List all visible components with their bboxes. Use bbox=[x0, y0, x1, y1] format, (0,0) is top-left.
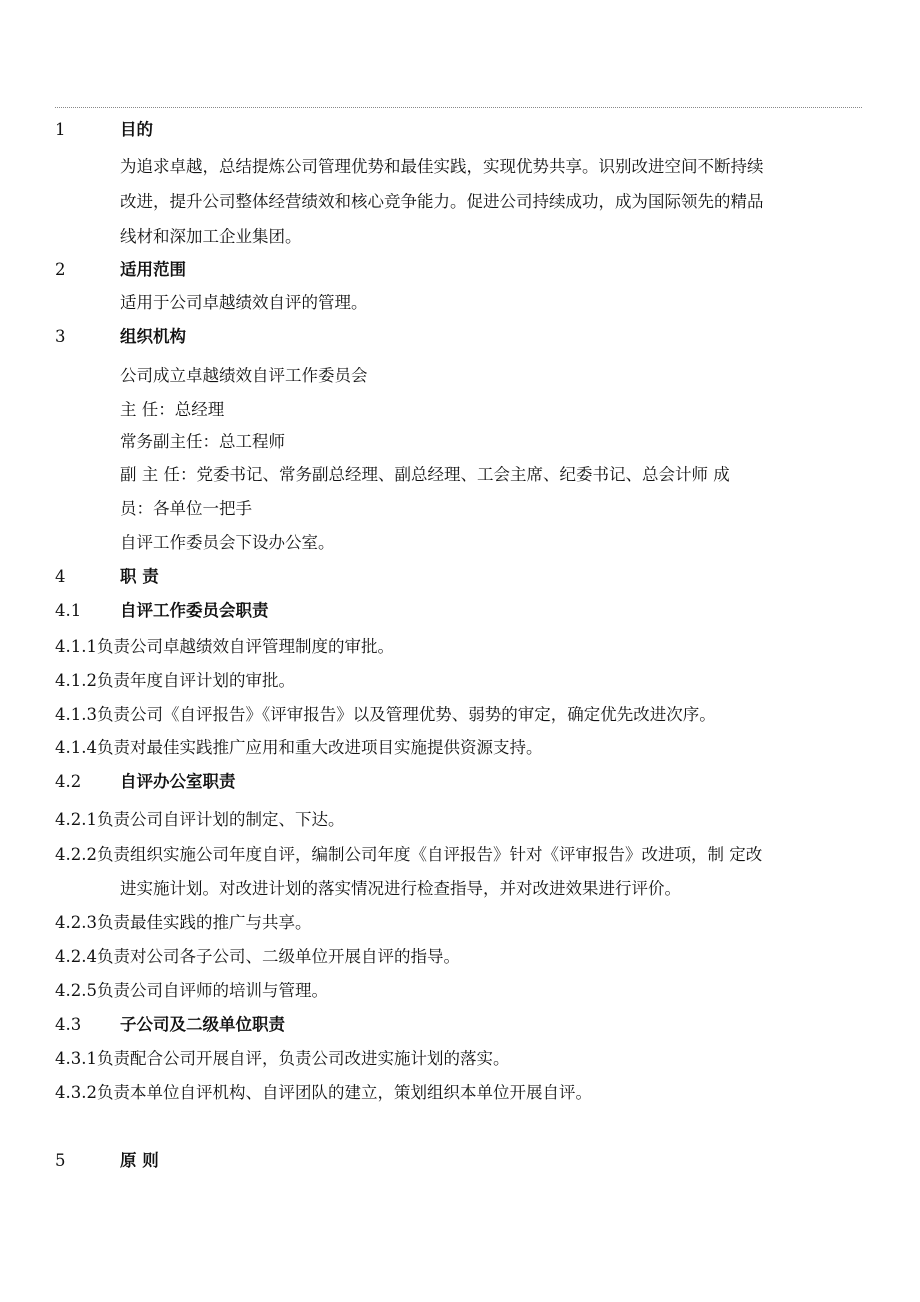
list-item: 4.2.3负责最佳实践的推广与共享。 bbox=[55, 913, 312, 932]
paragraph-line: 常务副主任：总工程师 bbox=[120, 432, 285, 451]
paragraph-line: 主 任：总经理 bbox=[120, 400, 225, 419]
section-title: 组织机构 bbox=[120, 327, 186, 346]
list-item: 4.2.5负责公司自评师的培训与管理。 bbox=[55, 981, 328, 1000]
list-item: 4.2.4负责对公司各子公司、二级单位开展自评的指导。 bbox=[55, 947, 460, 966]
section-number: 5 bbox=[55, 1151, 66, 1170]
subsection-number: 4.2 bbox=[55, 772, 82, 791]
paragraph-line: 为追求卓越，总结提炼公司管理优势和最佳实践，实现优势共享。识别改进空间不断持续 bbox=[120, 157, 764, 176]
section-title: 原 则 bbox=[120, 1151, 159, 1170]
list-item: 4.2.2负责组织实施公司年度自评，编制公司年度《自评报告》针对《评审报告》改进项，制 定改 bbox=[55, 845, 763, 864]
subsection-title: 自评工作委员会职责 bbox=[120, 601, 269, 620]
section-number: 3 bbox=[55, 327, 66, 346]
list-item: 4.3.2负责本单位自评机构、自评团队的建立，策划组织本单位开展自评。 bbox=[55, 1083, 592, 1102]
header-rule bbox=[55, 107, 862, 108]
section-number: 4 bbox=[55, 567, 66, 586]
paragraph-line: 员：各单位一把手 bbox=[120, 499, 252, 518]
list-item: 4.1.3负责公司《自评报告》《评审报告》以及管理优势、弱势的审定，确定优先改进次序。 bbox=[55, 705, 716, 724]
list-item: 4.1.4负责对最佳实践推广应用和重大改进项目实施提供资源支持。 bbox=[55, 738, 543, 757]
list-item: 4.1.1负责公司卓越绩效自评管理制度的审批。 bbox=[55, 637, 394, 656]
subsection-title: 自评办公室职责 bbox=[120, 772, 236, 791]
paragraph-line: 公司成立卓越绩效自评工作委员会 bbox=[120, 366, 368, 385]
section-title: 适用范围 bbox=[120, 260, 186, 279]
subsection-number: 4.1 bbox=[55, 601, 82, 620]
section-number: 1 bbox=[55, 120, 66, 139]
section-title: 职 责 bbox=[120, 567, 159, 586]
list-item: 4.2.1负责公司自评计划的制定、下达。 bbox=[55, 810, 345, 829]
subsection-number: 4.3 bbox=[55, 1015, 82, 1034]
list-item: 4.3.1负责配合公司开展自评，负责公司改进实施计划的落实。 bbox=[55, 1049, 510, 1068]
paragraph-line: 线材和深加工企业集团。 bbox=[120, 227, 302, 246]
paragraph-line: 适用于公司卓越绩效自评的管理。 bbox=[120, 293, 368, 312]
subsection-title: 子公司及二级单位职责 bbox=[120, 1015, 285, 1034]
section-number: 2 bbox=[55, 260, 66, 279]
list-item: 4.1.2负责年度自评计划的审批。 bbox=[55, 671, 295, 690]
list-item-continuation: 进实施计划。对改进计划的落实情况进行检查指导，并对改进效果进行评价。 bbox=[120, 879, 681, 898]
paragraph-line: 改进，提升公司整体经营绩效和核心竞争能力。促进公司持续成功，成为国际领先的精品 bbox=[120, 192, 764, 211]
paragraph-line: 自评工作委员会下设办公室。 bbox=[120, 533, 335, 552]
paragraph-line: 副 主 任：党委书记、常务副总经理、副总经理、工会主席、纪委书记、总会计师 成 bbox=[120, 465, 730, 484]
section-title: 目的 bbox=[120, 120, 153, 139]
